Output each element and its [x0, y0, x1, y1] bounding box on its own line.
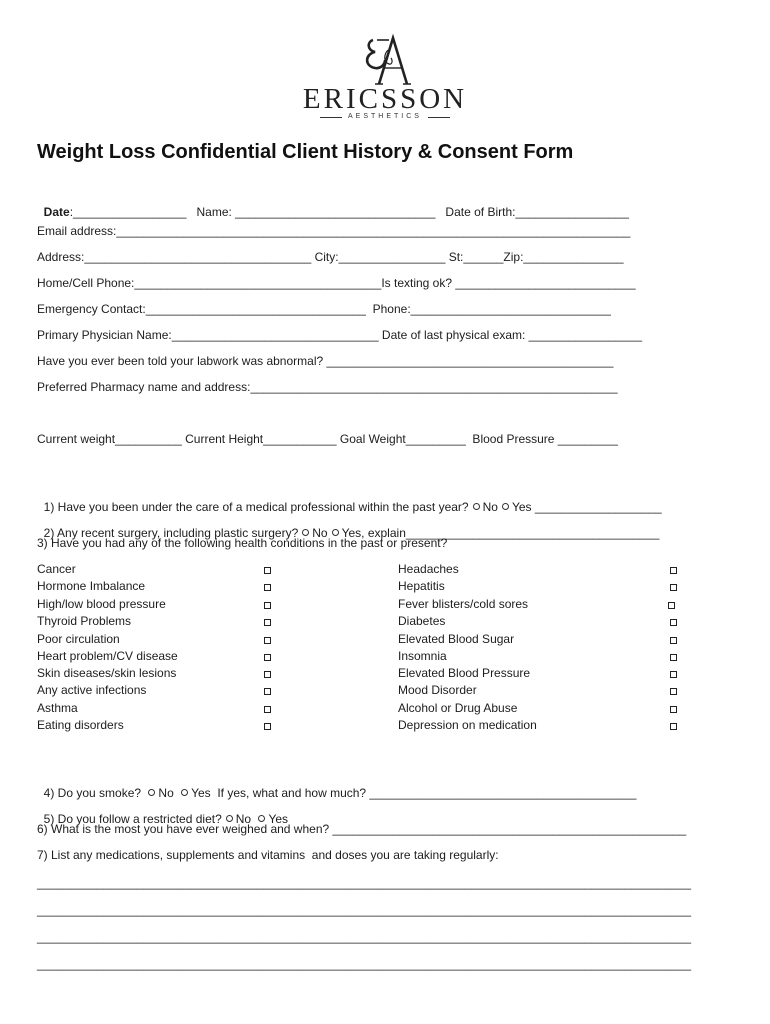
checkbox-cancer[interactable] — [264, 567, 271, 574]
question-6[interactable]: 6) What is the most you have ever weighed and when? _____________________________________________________ — [37, 822, 687, 836]
question-4-text: 4) Do you smoke? — [43, 786, 142, 800]
date-name-dob-row — [37, 188, 629, 220]
condition-right-3: Fever blisters/cold sores — [398, 597, 529, 611]
checkbox-hepatitis[interactable] — [670, 584, 677, 591]
condition-right-7: Elevated Blood Pressure — [398, 666, 531, 680]
q1-no-label: No — [482, 500, 498, 514]
checkbox-heart-problem[interactable] — [264, 654, 271, 661]
ea-monogram-icon — [355, 34, 415, 88]
condition-right-4: Diabetes — [398, 614, 446, 628]
medications-line-1[interactable]: __________________________________________________________________________________________________ — [37, 876, 692, 890]
q1-answer-field[interactable]: ___________________ — [531, 500, 662, 514]
checkbox-skin-diseases[interactable] — [264, 671, 271, 678]
date-label: Date — [43, 205, 70, 219]
tagline-rule-left — [320, 117, 342, 118]
question-1-text: 1) Have you been under the care of a medical professional within the past year? — [43, 500, 469, 514]
checkbox-blood-pressure[interactable] — [264, 602, 271, 609]
checkbox-eating-disorders[interactable] — [264, 723, 271, 730]
form-title: Weight Loss Confidential Client History & Consent Form — [37, 141, 574, 163]
medications-line-4[interactable]: __________________________________________________________________________________________________ — [37, 957, 692, 971]
condition-right-1: Headaches — [398, 562, 459, 576]
q5-yes-label: Yes — [268, 812, 289, 826]
checkbox-mood-disorder[interactable] — [670, 688, 677, 695]
brand-name: ERICSSON — [302, 83, 468, 115]
condition-left-7: Skin diseases/skin lesions — [37, 666, 177, 680]
condition-right-10: Depression on medication — [398, 718, 537, 732]
checkbox-depression[interactable] — [670, 723, 677, 730]
q2-no-label: No — [312, 526, 328, 540]
checkbox-active-infections[interactable] — [264, 688, 271, 695]
condition-left-4: Thyroid Problems — [37, 614, 132, 628]
checkbox-elevated-blood-pressure[interactable] — [670, 671, 677, 678]
emergency-contact-field[interactable]: Emergency Contact:_________________________________ Phone:______________________________ — [37, 302, 611, 316]
checkbox-asthma[interactable] — [264, 706, 271, 713]
condition-left-5: Poor circulation — [37, 632, 120, 646]
condition-left-8: Any active infections — [37, 683, 147, 697]
condition-right-6: Insomnia — [398, 649, 447, 663]
brand-tagline: AESTHETICS — [348, 113, 422, 120]
checkbox-poor-circulation[interactable] — [264, 637, 271, 644]
pharmacy-field[interactable]: Preferred Pharmacy name and address:_______________________________________________________ — [37, 380, 618, 394]
condition-left-1: Cancer — [37, 562, 76, 576]
q1-yes-label: Yes — [511, 500, 532, 514]
name-field[interactable]: Name: ______________________________ — [196, 205, 436, 219]
phone-field[interactable]: Home/Cell Phone:_____________________________________Is texting ok? ___________________________ — [37, 276, 636, 290]
q2-explain-field[interactable]: ______________________________________ — [405, 526, 660, 540]
question-7: 7) List any medications, supplements and vitamins and doses you are taking regularly: — [37, 848, 499, 862]
tagline-rule-right — [428, 117, 450, 118]
q4-answer-field[interactable]: If yes, what and how much? ________________________________________ — [217, 786, 637, 800]
condition-left-2: Hormone Imbalance — [37, 579, 146, 593]
labwork-field[interactable]: Have you ever been told your labwork was abnormal? ___________________________________________ — [37, 354, 614, 368]
checkbox-hormone-imbalance[interactable] — [264, 584, 271, 591]
medications-line-2[interactable]: __________________________________________________________________________________________________ — [37, 903, 692, 917]
q2-yes-label: Yes, explain — [341, 526, 406, 540]
question-2-text: 2) Any recent surgery, including plastic surgery? — [43, 526, 299, 540]
checkbox-elevated-blood-sugar[interactable] — [670, 637, 677, 644]
question-3: 3) Have you had any of the following health conditions in the past or present? — [37, 536, 448, 550]
condition-right-5: Elevated Blood Sugar — [398, 632, 515, 646]
condition-left-3: High/low blood pressure — [37, 597, 166, 611]
condition-right-9: Alcohol or Drug Abuse — [398, 701, 518, 715]
question-5-text: 5) Do you follow a restricted diet? — [43, 812, 222, 826]
tagline-row — [0, 113, 770, 121]
address-field[interactable]: Address:__________________________________ City:________________ St:______Zip:_______________ — [37, 250, 624, 264]
email-field[interactable]: Email address:_____________________________________________________________________________ — [37, 224, 631, 238]
dob-field[interactable]: Date of Birth:_________________ — [445, 205, 629, 219]
checkbox-fever-blisters[interactable] — [668, 602, 675, 609]
date-field[interactable]: :_________________ — [69, 205, 187, 219]
condition-left-6: Heart problem/CV disease — [37, 649, 178, 663]
condition-right-8: Mood Disorder — [398, 683, 477, 697]
condition-right-2: Hepatitis — [398, 579, 445, 593]
checkbox-alcohol-drug-abuse[interactable] — [670, 706, 677, 713]
medications-line-3[interactable]: __________________________________________________________________________________________________ — [37, 930, 692, 944]
measurements-row[interactable]: Current weight__________ Current Height___________ Goal Weight_________ Blood Pressure _________ — [37, 432, 618, 446]
q4-yes-label: Yes — [191, 786, 211, 800]
condition-left-9: Asthma — [37, 701, 78, 715]
checkbox-diabetes[interactable] — [670, 619, 677, 626]
logo — [0, 34, 770, 121]
q5-no-label: No — [235, 812, 252, 826]
q4-no-label: No — [158, 786, 174, 800]
condition-left-10: Eating disorders — [37, 718, 124, 732]
checkbox-insomnia[interactable] — [670, 654, 677, 661]
checkbox-thyroid[interactable] — [264, 619, 271, 626]
checkbox-headaches[interactable] — [670, 567, 677, 574]
physician-field[interactable]: Primary Physician Name:_______________________________ Date of last physical exam: _________________ — [37, 328, 643, 342]
